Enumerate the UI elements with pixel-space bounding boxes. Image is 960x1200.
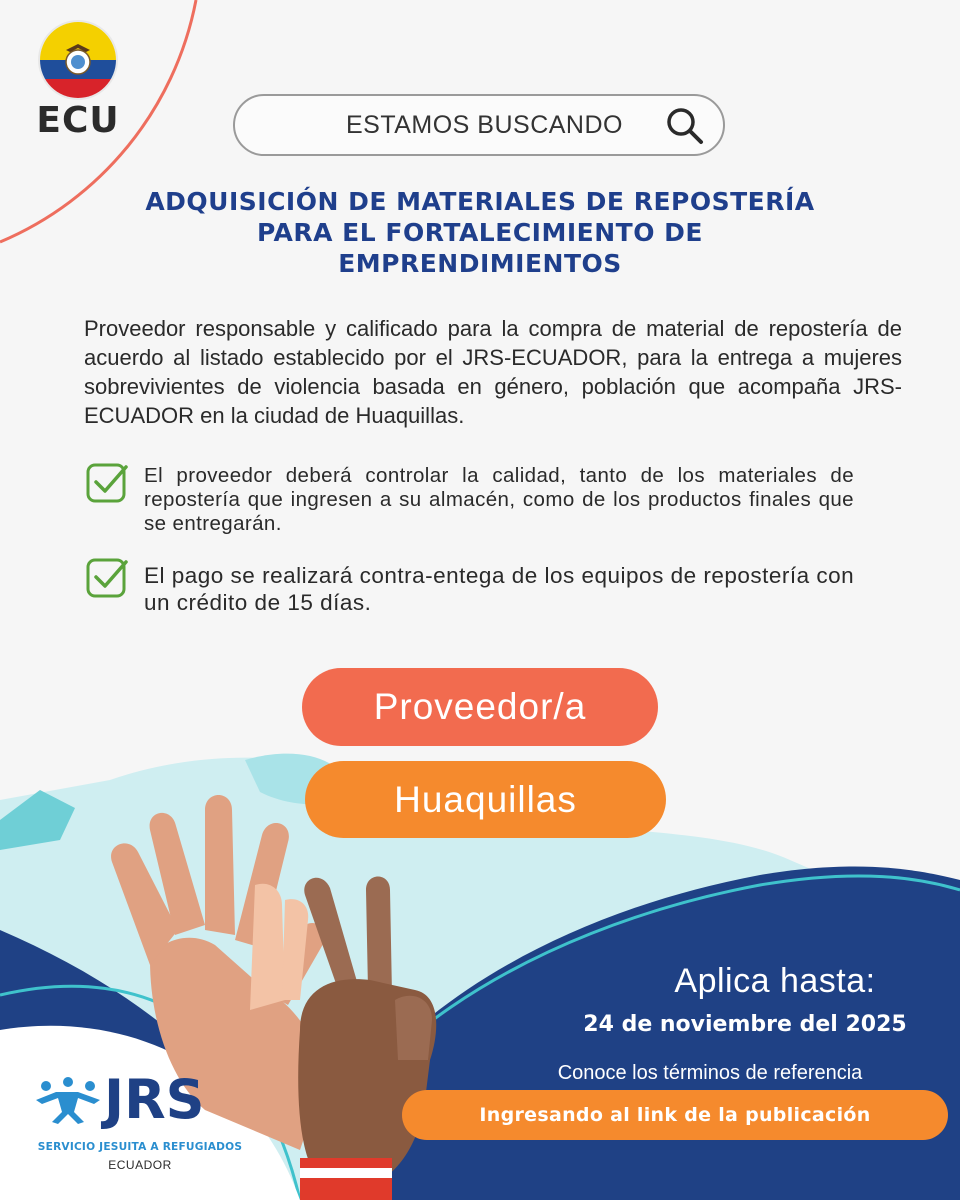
ecuador-flag-icon: [40, 22, 116, 98]
people-icon: [36, 1077, 100, 1124]
intro-paragraph: Proveedor responsable y calificado para la compra de material de repostería de acuerdo al listado establecido por el JRS-ECUADOR, para la entrega a mujeres sobrevivientes de violencia basada en género, población que acompaña JRS-ECUADOR en la ciudad de Huaquillas.: [84, 316, 902, 428]
country-label: ECU: [36, 100, 120, 141]
terms-text: Conoce los términos de referencia: [557, 1062, 863, 1084]
title-line: EMPRENDIMIENTOS: [338, 249, 622, 278]
checkbox-icon: [86, 461, 130, 505]
title-line: ADQUISICIÓN DE MATERIALES DE REPOSTERÍA: [145, 187, 815, 216]
requirement-item: El proveedor deberá controlar la calidad, tanto de los materiales de repostería que ingresen a su almacén, como de los productos finales que se entregarán.: [144, 464, 854, 535]
search-bar: [233, 94, 725, 156]
role-tag: Proveedor/a: [302, 668, 658, 746]
search-label: ESTAMOS BUSCANDO: [345, 111, 623, 139]
title-line: PARA EL FORTALECIMIENTO DE: [257, 218, 703, 247]
jrs-wordmark: JRS: [104, 1068, 205, 1130]
search-icon: [665, 106, 705, 146]
requirement-item: El pago se realizará contra-entega de los equipos de repostería con un crédito de 15 días.: [144, 563, 855, 615]
deadline-date: 24 de noviembre del 2025: [583, 1012, 907, 1037]
org-country: ECUADOR: [108, 1158, 172, 1172]
jrs-logo: [34, 1060, 244, 1130]
publication-link-button[interactable]: Ingresando al link de la publicación: [402, 1090, 948, 1140]
light-hand-illustration: [250, 884, 308, 1010]
checkbox-icon: [86, 556, 130, 600]
page-title: [100, 186, 860, 279]
org-name: SERVICIO JESUITA A REFUGIADOS: [37, 1141, 243, 1153]
apply-label: Aplica hasta:: [674, 962, 876, 1000]
city-tag: Huaquillas: [305, 761, 666, 838]
